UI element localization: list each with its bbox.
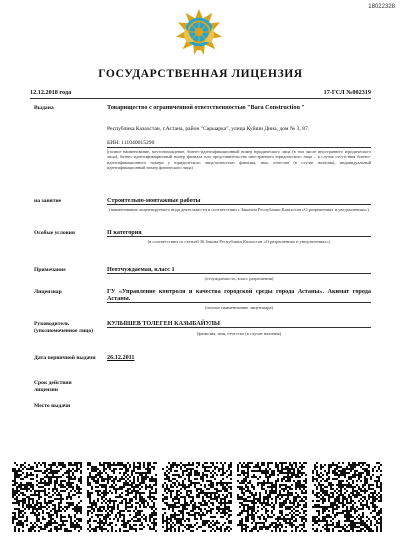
licensor-note: (полное наименование лицензиара): [205, 305, 273, 310]
activity-label: на занятие: [34, 198, 62, 204]
qr-code-icon: [162, 462, 232, 532]
document-number: 18022328: [368, 4, 395, 10]
conditions-value: II категория: [107, 229, 371, 237]
head-note: (фамилия, имя, отчество (в случае наличия): [196, 331, 282, 336]
conditions-label: Особые условия: [34, 230, 75, 236]
issued-to-org: Товарищество с ограниченной ответственностью "Bara Construction ": [107, 104, 305, 111]
qr-code-strip: [0, 452, 401, 547]
page-title: ГОСУДАРСТВЕННАЯ ЛИЦЕНЗИЯ: [98, 68, 303, 80]
issued-to-address: Республика Казахстан, г.Астана, район "Сарыарка", улица Куйши Дина, дом № 3, 87.: [107, 126, 310, 132]
qr-code-icon: [237, 462, 307, 532]
note-value: Неотчуждаемая, класс 1: [107, 266, 371, 274]
date-rule: [30, 89, 371, 99]
activity-note: (наименование лицензируемого вида деятельности в соответствии с Законом Республики Казахстан «О разрешениях и уведомлениях»): [109, 207, 369, 212]
activity-value: Строительно-монтажные работы: [107, 197, 371, 205]
first-issue-label: Дата первичной выдачи: [34, 355, 96, 361]
head-label: Руководитель (уполномоченное лицо): [34, 321, 94, 334]
note-label: Примечание: [34, 267, 66, 273]
issued-to-note: (полное наименование, местонахождение, бизнес-идентификационный номер юридического лица (в том числе иностранного юридического лица), бизнес-идентификационный номер филиала или представительства иностранного юридического лица – в случае отсутствия бизнес-идентификационного номера у юридического лица/полностью фамилия, имя, отчество (в случае наличия), индивидуальный идентификационный номер физического лица): [107, 149, 371, 171]
issue-date: 12.12.2018 года: [30, 89, 72, 96]
validity-label: Срок действия лицензии: [34, 380, 72, 393]
qr-code-icon: [12, 462, 82, 532]
head-value: КУЛЫШЕВ ТОЛЕГЕН КАЗЫБАЙУЛЫ: [107, 320, 371, 328]
licensor-value: ГУ «Управление контроля и качества городской среды города Астаны». Акимат города Астаны.: [107, 288, 371, 302]
qr-code-icon: [312, 462, 382, 532]
issued-to-label: Выдана: [34, 105, 54, 111]
issued-to-rule: [107, 147, 371, 148]
note-note: (отчуждаемость, класс разрешения): [204, 276, 274, 281]
first-issue-value: 26.12.2011: [107, 354, 135, 361]
license-number: 17-ГСЛ №002319: [323, 89, 371, 96]
qr-code-icon: [87, 462, 157, 532]
kazakhstan-state-emblem-icon: [175, 8, 223, 56]
licensor-label: Лицензиар: [34, 289, 62, 295]
conditions-note: (в соответствии со статьей 36 Закона Республики Казахстан «О разрешениях и уведомлениях»): [147, 239, 331, 244]
place-label: Место выдачи: [34, 403, 71, 409]
issued-to-bin: БИН: 111040015290: [107, 140, 155, 146]
